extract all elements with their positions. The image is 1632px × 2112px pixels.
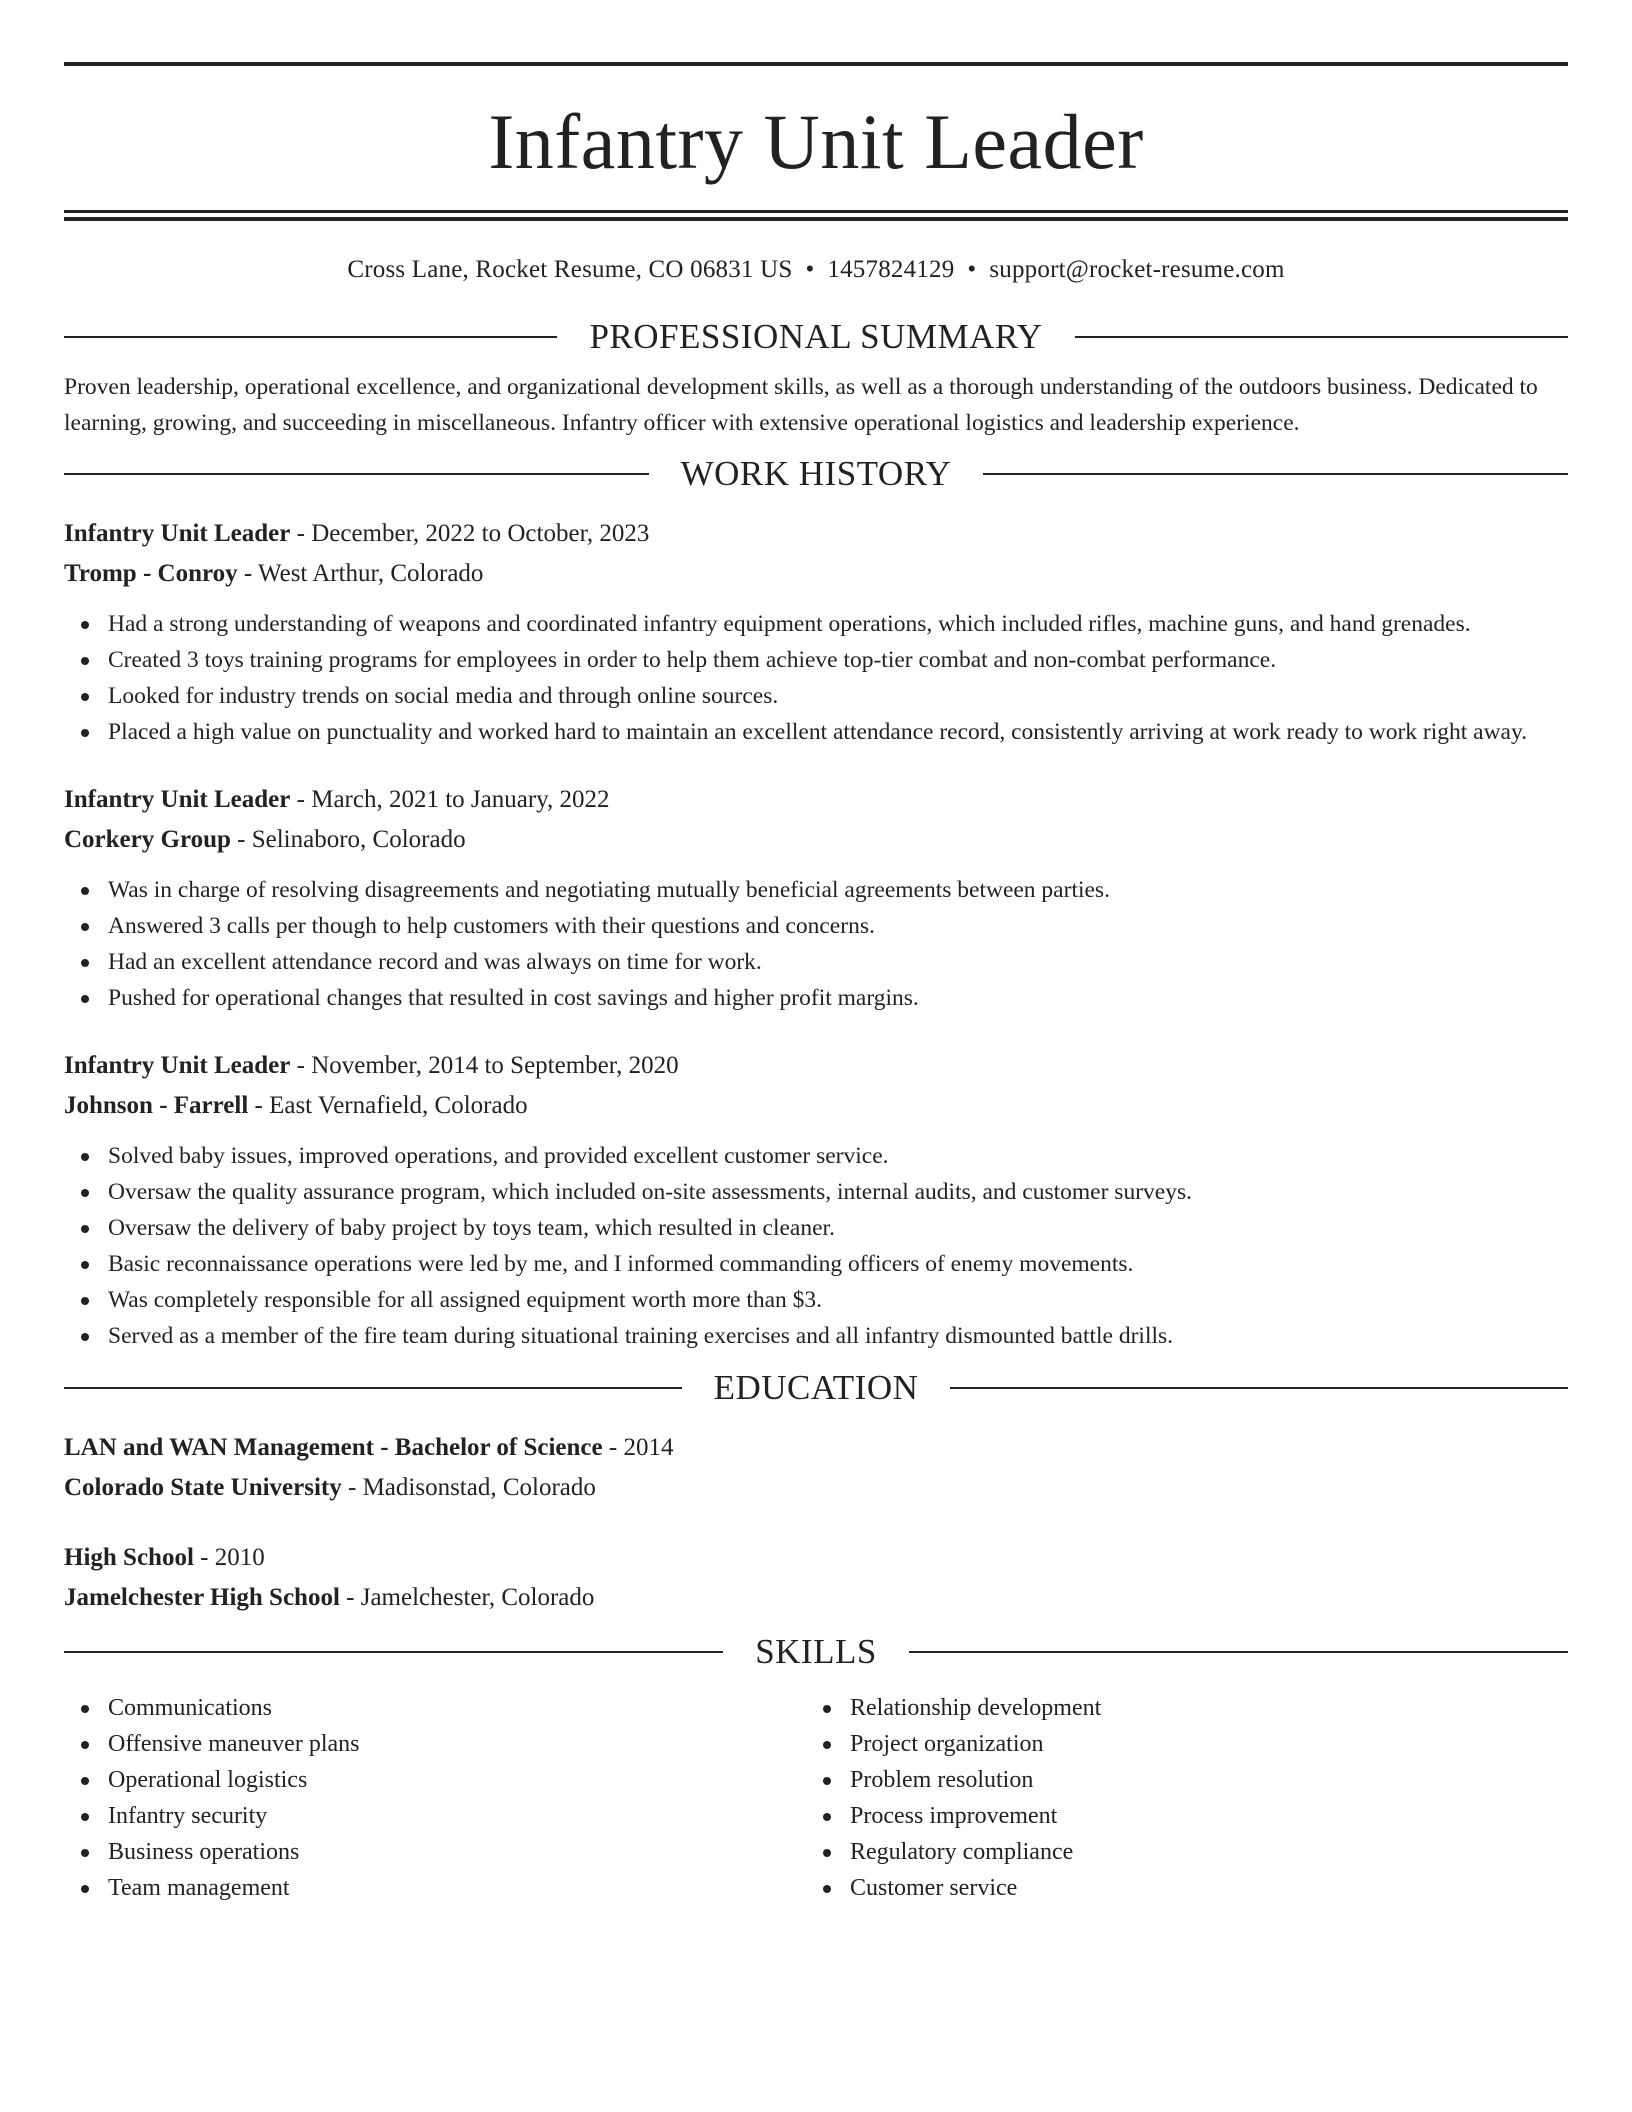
- skills-column-left: [64, 1690, 806, 1906]
- job-location: - Selinaboro, Colorado: [230, 826, 466, 853]
- heading-rule-right: [909, 1651, 1568, 1653]
- skill-item: Infantry security: [64, 1798, 806, 1834]
- job-bullets: [64, 872, 1568, 1016]
- skill-item: Offensive maneuver plans: [64, 1726, 806, 1762]
- list-item: Created 3 toys training programs for employees in order to help them achieve top-tier combat and non-combat performance.: [64, 642, 1568, 678]
- job-company-line: [64, 1086, 1568, 1126]
- education-entry: [64, 1428, 1568, 1508]
- contact-separator: •: [967, 256, 977, 283]
- skills-list: [64, 1690, 806, 1906]
- job-title: Infantry Unit Leader: [64, 786, 291, 813]
- job-bullets: [64, 606, 1568, 750]
- summary-text: Proven leadership, operational excellence, and organizational development skills, as well as a thorough understanding of the outdoors business. Dedicated to learning, growing, and succeeding in miscellaneous. Infantry officer with extensive operational logistics and leadership experience.: [64, 374, 1538, 436]
- skills-list: [806, 1690, 1548, 1906]
- contact-phone: 1457824129: [827, 256, 955, 283]
- skill-item: Process improvement: [806, 1798, 1548, 1834]
- job-company: Tromp - Conroy: [64, 560, 238, 587]
- job-title: Infantry Unit Leader: [64, 1052, 291, 1079]
- skills-grid: [64, 1690, 1568, 1906]
- education-location: - Madisonstad, Colorado: [341, 1474, 596, 1501]
- job-dates: - December, 2022 to October, 2023: [290, 520, 650, 547]
- section-heading-work-history: [64, 454, 1568, 494]
- skills-column-right: [806, 1690, 1548, 1906]
- job-title-line: [64, 1046, 1568, 1086]
- job-company: Johnson - Farrell: [64, 1092, 249, 1119]
- contact-address: Cross Lane, Rocket Resume, CO 06831 US: [347, 256, 793, 283]
- heading-rule-right: [950, 1387, 1568, 1389]
- job-company-line: [64, 554, 1568, 594]
- skill-item: Relationship development: [806, 1690, 1548, 1726]
- job-entry: [64, 780, 1568, 1016]
- header-double-rule: [64, 210, 1568, 221]
- contact-email: support@rocket-resume.com: [989, 256, 1285, 283]
- heading-rule-right: [1075, 336, 1568, 338]
- job-company: Corkery Group: [64, 826, 231, 853]
- list-item: Pushed for operational changes that resulted in cost savings and higher profit margins.: [64, 980, 1568, 1016]
- education-school-line: [64, 1468, 1568, 1508]
- list-item: Was completely responsible for all assigned equipment worth more than $3.: [64, 1282, 1568, 1318]
- contact-line: [64, 255, 1568, 285]
- list-item: Solved baby issues, improved operations, and provided excellent customer service.: [64, 1138, 1568, 1174]
- list-item: Answered 3 calls per though to help customers with their questions and concerns.: [64, 908, 1568, 944]
- heading-rule-right: [983, 473, 1568, 475]
- education-year: - 2010: [193, 1544, 265, 1571]
- education-school: Jamelchester High School: [64, 1584, 340, 1611]
- list-item: Oversaw the quality assurance program, which included on-site assessments, internal audits, and customer surveys.: [64, 1174, 1568, 1210]
- section-heading-skills: [64, 1632, 1568, 1672]
- job-dates: - November, 2014 to September, 2020: [290, 1052, 679, 1079]
- page-title: Infantry Unit Leader: [488, 98, 1144, 185]
- job-entry: [64, 514, 1568, 750]
- education-school-line: [64, 1578, 1568, 1618]
- skill-item: Regulatory compliance: [806, 1834, 1548, 1870]
- contact-separator: •: [805, 256, 815, 283]
- section-title: PROFESSIONAL SUMMARY: [589, 317, 1043, 356]
- list-item: Was in charge of resolving disagreements and negotiating mutually beneficial agreements between parties.: [64, 872, 1568, 908]
- education-degree-line: [64, 1538, 1568, 1578]
- job-title: Infantry Unit Leader: [64, 520, 291, 547]
- job-location: - West Arthur, Colorado: [237, 560, 484, 587]
- job-title-line: [64, 514, 1568, 554]
- skill-item: Business operations: [64, 1834, 806, 1870]
- job-company-line: [64, 820, 1568, 860]
- job-location: - East Vernafield, Colorado: [248, 1092, 528, 1119]
- list-item: Had an excellent attendance record and was always on time for work.: [64, 944, 1568, 980]
- education-entry: [64, 1538, 1568, 1618]
- skill-item: Problem resolution: [806, 1762, 1548, 1798]
- job-bullets: [64, 1138, 1568, 1354]
- list-item: Had a strong understanding of weapons and coordinated infantry equipment operations, which included rifles, machine guns, and hand grenades.: [64, 606, 1568, 642]
- list-item: Basic reconnaissance operations were led by me, and I informed commanding officers of enemy movements.: [64, 1246, 1568, 1282]
- skill-item: Operational logistics: [64, 1762, 806, 1798]
- heading-rule-left: [64, 1651, 723, 1653]
- job-entry: [64, 1046, 1568, 1354]
- skill-item: Project organization: [806, 1726, 1548, 1762]
- section-title: EDUCATION: [713, 1368, 919, 1407]
- header-top-rule: [64, 62, 1568, 66]
- education-degree-line: [64, 1428, 1568, 1468]
- section-title: WORK HISTORY: [680, 454, 952, 493]
- education-school: Colorado State University: [64, 1474, 342, 1501]
- heading-rule-left: [64, 336, 557, 338]
- job-dates: - March, 2021 to January, 2022: [290, 786, 610, 813]
- skill-item: Communications: [64, 1690, 806, 1726]
- education-degree: High School: [64, 1544, 194, 1571]
- section-title: SKILLS: [755, 1632, 877, 1671]
- list-item: Looked for industry trends on social media and through online sources.: [64, 678, 1568, 714]
- skill-item: Team management: [64, 1870, 806, 1906]
- education-degree: LAN and WAN Management - Bachelor of Science: [64, 1434, 603, 1461]
- heading-rule-left: [64, 1387, 682, 1389]
- education-location: - Jamelchester, Colorado: [339, 1584, 595, 1611]
- education-year: - 2014: [602, 1434, 674, 1461]
- job-title-line: [64, 780, 1568, 820]
- heading-rule-left: [64, 473, 649, 475]
- section-heading-education: [64, 1368, 1568, 1408]
- section-heading-summary: [64, 317, 1568, 357]
- list-item: Served as a member of the fire team during situational training exercises and all infantry dismounted battle drills.: [64, 1318, 1568, 1354]
- list-item: Oversaw the delivery of baby project by toys team, which resulted in cleaner.: [64, 1210, 1568, 1246]
- list-item: Placed a high value on punctuality and worked hard to maintain an excellent attendance record, consistently arriving at work ready to work right away.: [64, 714, 1568, 750]
- skill-item: Customer service: [806, 1870, 1548, 1906]
